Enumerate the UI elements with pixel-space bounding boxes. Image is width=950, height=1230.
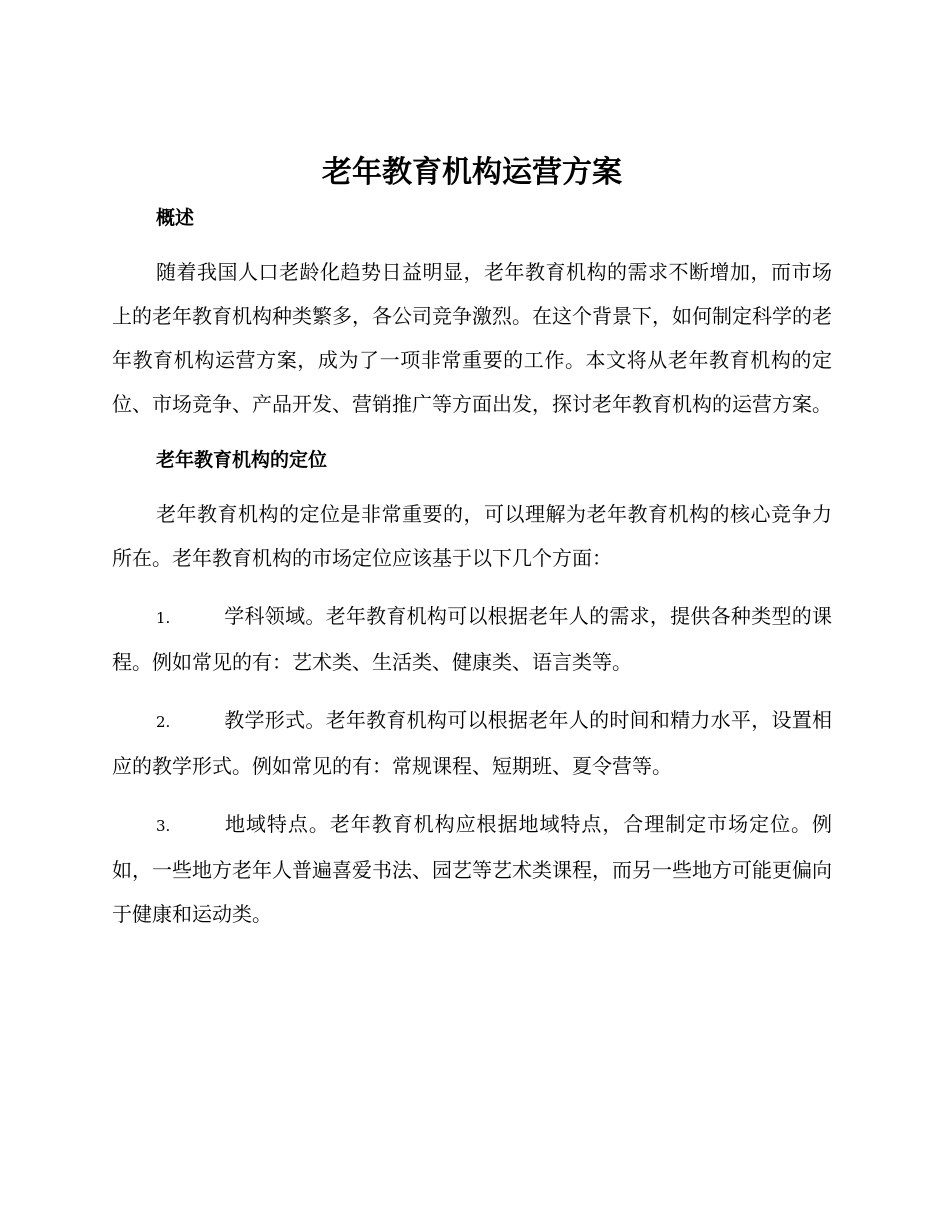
list-number: 1. <box>156 609 171 627</box>
list-item-text: 学科领域。老年教育机构可以根据老年人的需求，提供各种类型的课程。例如常见的有：艺术类、生活类、健康类、语言类等。 <box>112 604 832 674</box>
list-item-text: 教学形式。老年教育机构可以根据老年人的时间和精力水平，设置相应的教学形式。例如常见的有：常规课程、短期班、夏令营等。 <box>112 708 832 778</box>
section-heading-overview: 概述 <box>156 207 195 229</box>
list-item-teaching-format <box>112 698 832 788</box>
spacer <box>112 580 832 594</box>
list-number: 2. <box>156 713 171 731</box>
list-number: 3. <box>156 817 171 835</box>
list-item-subject-area <box>112 594 832 684</box>
spacer <box>112 684 832 698</box>
list-item-regional-features <box>112 802 832 936</box>
list-item-text: 地域特点。老年教育机构应根据地域特点，合理制定市场定位。例如，一些地方老年人普遍喜爱书法、园艺等艺术类课程，而另一些地方可能更偏向于健康和运动类。 <box>112 812 832 926</box>
document-title: 老年教育机构运营方案 <box>322 155 622 190</box>
spacer <box>112 480 832 492</box>
spacer <box>112 238 832 250</box>
section-heading-positioning: 老年教育机构的定位 <box>156 449 328 471</box>
document-page <box>112 148 832 936</box>
spacer <box>112 788 832 802</box>
overview-paragraph: 随着我国人口老龄化趋势日益明显，老年教育机构的需求不断增加，而市场上的老年教育机构种类繁多，各公司竞争激烈。在这个背景下，如何制定科学的老年教育机构运营方案，成为了一项非常重要的工作。本文将从老年教育机构的定位、市场竞争、产品开发、营销推广等方面出发，探讨老年教育机构的运营方案。 <box>112 260 832 416</box>
positioning-paragraph: 老年教育机构的定位是非常重要的，可以理解为老年教育机构的核心竞争力所在。老年教育机构的市场定位应该基于以下几个方面： <box>112 502 832 570</box>
spacer <box>112 426 832 440</box>
